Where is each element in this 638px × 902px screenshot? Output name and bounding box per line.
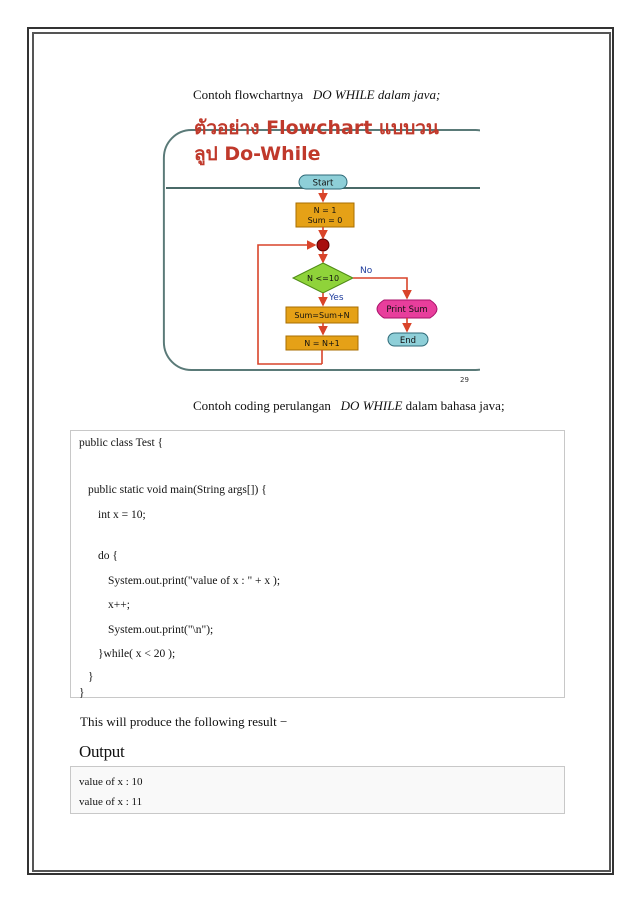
code-caption-emphasis: DO WHILE	[340, 398, 403, 413]
flowchart-title-line2: ลูป Do-While	[194, 143, 321, 165]
code-caption-prefix: Contoh coding perulangan	[193, 398, 331, 413]
init-line2: Sum = 0	[307, 216, 343, 225]
code-caption-suffix: dalam bahasa java;	[405, 398, 505, 413]
print-sum-label: Print Sum	[386, 305, 428, 315]
code-line: }	[88, 671, 94, 683]
increment-label: N = N+1	[304, 339, 340, 348]
code-line: System.out.print("\n");	[108, 624, 214, 636]
output-heading: Output	[79, 742, 125, 761]
code-line: public class Test {	[79, 437, 164, 449]
result-text: This will produce the following result −	[80, 714, 288, 729]
loop-connector	[317, 239, 329, 251]
flowchart-title-line1: ตัวอย่าง Flowchart แบบวน	[194, 117, 439, 139]
end-label: End	[399, 336, 417, 346]
flowchart-caption	[193, 87, 440, 103]
code-line: System.out.print("value of x : " + x );	[108, 575, 281, 587]
init-line1: N = 1	[313, 206, 337, 215]
flowchart-caption-text: Contoh flowchartnya	[193, 87, 304, 102]
code-line: int x = 10;	[98, 509, 146, 521]
code-caption	[193, 398, 505, 414]
do-while-flowchart	[162, 110, 480, 390]
yes-label: Yes	[329, 293, 344, 303]
sum-label: Sum=Sum+N	[294, 311, 350, 320]
flowchart-caption-emphasis: DO WHILE dalam java;	[312, 87, 441, 102]
no-label: No	[360, 266, 373, 276]
code-line: do {	[98, 550, 118, 562]
output-block	[70, 766, 565, 814]
output-line: value of x : 11	[79, 796, 143, 808]
code-line: x++;	[108, 599, 130, 611]
code-block	[70, 430, 565, 698]
code-line: }	[79, 687, 85, 699]
condition-label: N <=10	[306, 274, 340, 283]
start-label: Start	[312, 178, 334, 189]
output-line: value of x : 10	[79, 776, 143, 788]
code-line: public static void main(String args[]) {	[88, 484, 267, 496]
code-line: }while( x < 20 );	[98, 648, 176, 660]
arrow-no-branch	[353, 278, 407, 298]
slide-number: 29	[460, 376, 469, 384]
